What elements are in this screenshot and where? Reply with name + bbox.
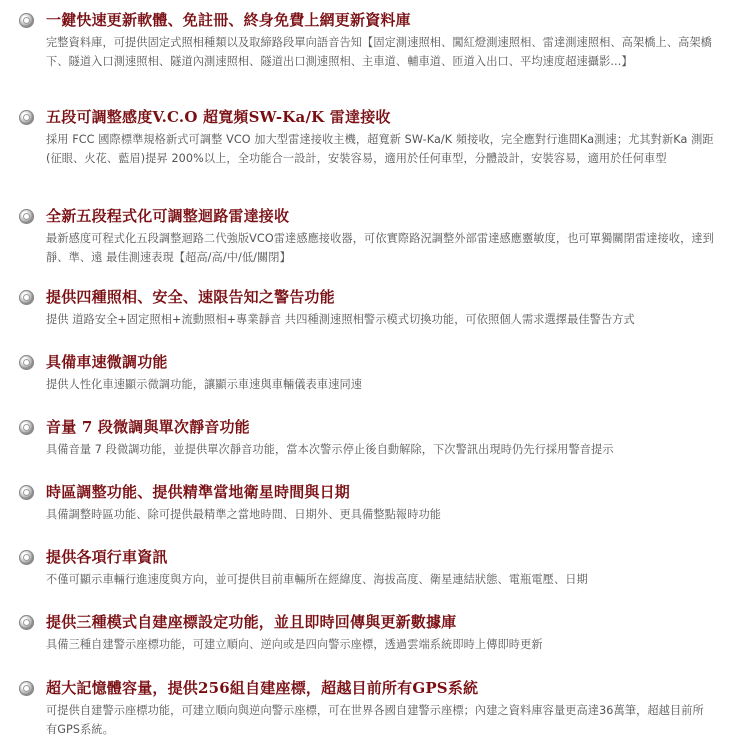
feature-description: 提供 道路安全+固定照相+流動照相+專業靜音 共四種測速照相警示模式切換功能，可依照個人需求選擇最佳警告方式 [46,313,635,326]
feature-description: 最新感度可程式化五段調整迴路二代強版VCO雷達感應接收器，可依實際路況調整外部雷達感應靈敏度，也可單獨關閉雷達接收，達到 靜、準、遠 最佳測速表現【超高/高/中/低/關閉】 [46,232,714,264]
feature-title: 提供三種模式自建座標設定功能，並且即時回傳與更新數據庫 [46,613,457,631]
feature-title: 超大記憶體容量，提供256組自建座標，超越目前所有GPS系統 [46,679,479,697]
circle-bullet-icon [19,681,34,696]
circle-bullet-icon [19,290,34,305]
circle-bullet-icon [19,209,34,224]
circle-bullet-icon [19,615,34,630]
feature-title: 提供四種照相、安全、速限告知之警告功能 [46,288,335,306]
circle-bullet-icon [19,550,34,565]
circle-bullet-icon [19,485,34,500]
feature-title: 五段可調整感度V.C.O 超寬頻SW-Ka/K 雷達接收 [46,108,391,126]
circle-bullet-icon [19,355,34,370]
feature-title: 一鍵快速更新軟體、免註冊、終身免費上網更新資料庫 [46,11,411,29]
circle-bullet-icon [19,13,34,28]
feature-title: 時區調整功能、提供精準當地衛星時間與日期 [46,483,351,501]
feature-title: 音量 7 段微調與單次靜音功能 [46,418,250,436]
feature-title: 具備車速微調功能 [46,353,168,371]
circle-bullet-icon [19,420,34,435]
circle-bullet-icon [19,110,34,125]
feature-description: 完整資料庫，可提供固定式照相種類以及取締路段單向語音告知【固定測速照相、闖紅燈測速照相、雷達測速照相、高架橋上、高架橋下、隧道入口測速照相、隧道內測速照相、隧道出口測速照相、主車道、輔車道、匝道入出口、平均速度超速攝影...】 [46,36,712,68]
feature-title: 全新五段程式化可調整迴路雷達接收 [46,207,290,225]
feature-title: 提供各項行車資訊 [46,548,168,566]
feature-description: 不僅可顯示車輛行進速度與方向，並可提供目前車輛所在經緯度、海拔高度、衛星連結狀態、電瓶電壓、日期 [46,573,588,586]
feature-description: 具備音量 7 段微調功能，並提供單次靜音功能，當本次警示停止後自動解除，下次警訊出現時仍先行採用警音提示 [46,443,614,456]
feature-description: 可提供自建警示座標功能，可建立順向與逆向警示座標，可在世界各國自建警示座標；內建之資料庫容量更高達36萬筆，超越目前所有GPS系統。 [46,704,704,736]
feature-description: 具備三種自建警示座標功能，可建立順向、逆向或是四向警示座標，透過雲端系統即時上傳即時更新 [46,638,543,651]
feature-description: 採用 FCC 國際標準規格新式可調整 VCO 加大型雷達接收主機，超寬新 SW-Ka/K 頻接收，完全應對行進間Ka測速；尤其對新Ka 測距(征眼、火花、藍眉)提昇 200%以上，全功能合一設計，安裝容易，適用於任何車型，分體設計，安裝容易，適用於任何車型 [46,133,714,165]
feature-description: 具備調整時區功能、除可提供最精準之當地時間、日期外、更具備整點報時功能 [46,508,442,521]
feature-description: 提供人性化車速顯示微調功能，讓顯示車速與車輛儀表車速同速 [46,378,363,391]
